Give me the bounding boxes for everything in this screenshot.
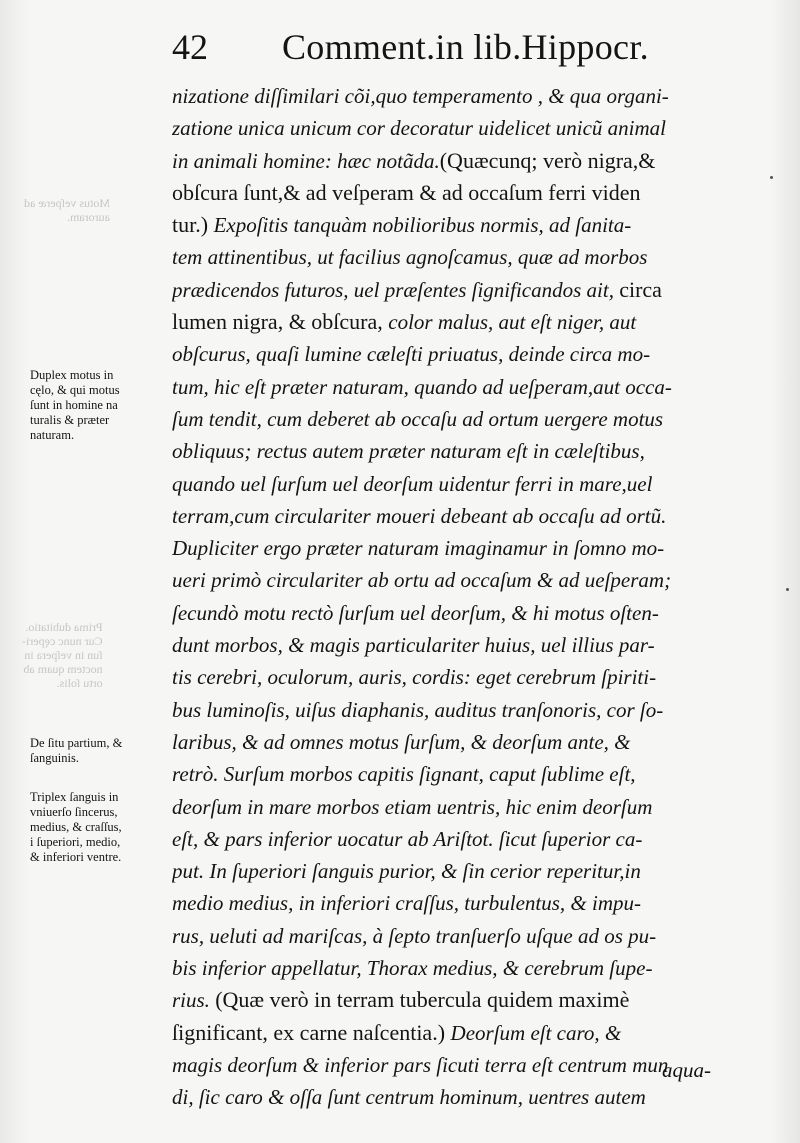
- text-line: [172, 80, 752, 112]
- text-line: [172, 823, 752, 855]
- text-line: [172, 726, 752, 758]
- italic-segment: prædicendos futuros, uel præſentes ſignificandos ait,: [172, 277, 620, 302]
- text-line: [172, 177, 752, 209]
- italic-segment: zatione unica unicum cor decoratur uidelicet unicũ animal: [172, 116, 666, 141]
- text-line: [172, 791, 752, 823]
- ink-speck: [770, 176, 773, 179]
- margin-note-line: cęlo, & qui motus: [30, 383, 120, 397]
- margin-note-line: naturam.: [30, 428, 75, 442]
- text-line: [172, 661, 752, 693]
- italic-segment: tum, hic eſt præter naturam, quando ad ueſperam,aut occa-: [172, 374, 672, 399]
- italic-segment: nizatione diſſimilari cõi,quo temperamento , & qua organi-: [172, 84, 669, 108]
- text-line: [172, 629, 752, 661]
- italic-segment: in animali homine: hæc notãda.: [172, 148, 440, 173]
- italic-segment: laribus, & ad omnes motus ſurſum, & deorſum ante, &: [172, 729, 631, 754]
- margin-note: [30, 368, 172, 443]
- margin-note-line: i ſuperiori, medio,: [30, 835, 121, 849]
- margin-note-line: ſanguinis.: [30, 751, 79, 765]
- text-line: [172, 209, 752, 241]
- text-line: [172, 855, 752, 887]
- margin-note-line: vniuerſo ſincerus,: [30, 805, 118, 819]
- text-line: [172, 338, 752, 370]
- text-line: [172, 468, 752, 500]
- roman-segment: (Quæcunq; verò nigra,&: [439, 147, 656, 173]
- text-line: [172, 1017, 752, 1049]
- text-line: [172, 564, 752, 596]
- text-line: [172, 1081, 752, 1113]
- text-line: [172, 887, 752, 919]
- text-line: [172, 500, 752, 532]
- text-line: [172, 241, 752, 273]
- bleed-through-note: Prima dubitatio. Cur nunc cęperi- ſun in veſpera in noctem quam ab ortu ſolis.: [22, 620, 103, 690]
- italic-segment: rus, ueluti ad mariſcas, à ſepto tranſuerſo uſque ad os pu-: [172, 923, 657, 948]
- ink-speck: [786, 588, 789, 591]
- italic-segment: ſecundò motu rectò ſurſum uel deorſum, & hi motus oſten-: [172, 600, 659, 625]
- text-line: [172, 758, 752, 790]
- text-line: [172, 984, 752, 1016]
- italic-segment: obliquus; rectus autem præter naturam eſt in cæleſtibus,: [172, 439, 645, 464]
- text-line: [172, 306, 752, 338]
- italic-segment: deorſum in mare morbos etiam uentris, hic enim deorſum: [172, 794, 653, 819]
- roman-segment: tur.): [172, 212, 214, 238]
- margin-note-line: De ſitu partium, &: [30, 736, 123, 750]
- text-line: [172, 597, 752, 629]
- catchword: aqua-: [662, 1058, 711, 1082]
- text-line: [172, 532, 752, 564]
- margin-note-line: Duplex motus in: [30, 368, 114, 382]
- italic-segment: tem attinentibus, ut facilius agnoſcamus, quæ ad morbos: [172, 245, 648, 270]
- running-head: [172, 26, 772, 76]
- italic-segment: quando uel ſurſum uel deorſum uidentur ferri in mare,uel: [172, 471, 653, 496]
- italic-segment: magis deorſum & inferior pars ſicuti terra eſt centrum mun: [172, 1052, 669, 1077]
- italic-segment: rius.: [172, 988, 216, 1013]
- text-line: [172, 920, 752, 952]
- text-line: [172, 435, 752, 467]
- roman-segment: (Quæ verò in terram tubercula quidem maximè: [215, 987, 630, 1013]
- italic-segment: ueri primò circulariter ab ortu ad occaſum & ad ueſperam;: [172, 568, 672, 593]
- italic-segment: Dupliciter ergo præter naturam imaginamur in ſomno mo-: [172, 536, 665, 561]
- italic-segment: color malus, aut eſt niger, aut: [388, 310, 637, 335]
- italic-segment: bis inferior appellatur, Thorax medius, & cerebrum ſupe-: [172, 956, 653, 981]
- text-line: [172, 274, 752, 306]
- italic-segment: bus luminoſis, uiſus diaphanis, auditus tranſonoris, cor ſo-: [172, 697, 664, 722]
- text-line: [172, 112, 752, 144]
- bleed-through-note: Motus veſperæ ad auroram.: [24, 196, 110, 224]
- margin-note-line: ſunt in homine na: [30, 398, 118, 412]
- roman-segment: circa: [619, 276, 662, 302]
- running-title: Comment.in lib.Hippocr.: [282, 27, 649, 67]
- roman-segment: ſignificant, ex carne naſcentia.): [172, 1019, 451, 1045]
- margin-note-line: medius, & craſſus,: [30, 820, 122, 834]
- text-line: [172, 145, 752, 177]
- text-line: [172, 371, 752, 403]
- margin-note: [30, 790, 172, 865]
- margin-note-line: turalis & præter: [30, 413, 110, 427]
- italic-segment: terram,cum circulariter moueri debeant ab occaſu ad ortũ.: [172, 503, 667, 528]
- margin-note-line: Triplex ſanguis in: [30, 790, 119, 804]
- roman-segment: obſcura ſunt,& ad veſperam & ad occaſum ferri viden: [172, 179, 641, 205]
- italic-segment: retrò. Surſum morbos capitis ſignant, caput ſublime eſt,: [172, 762, 636, 787]
- roman-segment: lumen nigra, & obſcura,: [172, 309, 389, 335]
- italic-segment: Deorſum eſt caro, &: [450, 1020, 622, 1045]
- main-text-block: [172, 80, 752, 1114]
- italic-segment: tis cerebri, oculorum, auris, cordis: eget cerebrum ſpiriti-: [172, 665, 657, 690]
- italic-segment: Expoſitis tanquàm nobilioribus normis, ad ſanita-: [213, 213, 632, 238]
- margin-note-line: & inferiori ventre.: [30, 850, 122, 864]
- italic-segment: medio medius, in inferiori craſſus, turbulentus, & impu-: [172, 891, 641, 916]
- italic-segment: ſum tendit, cum deberet ab occaſu ad ortum uergere motus: [172, 406, 664, 431]
- italic-segment: eſt, & pars inferior uocatur ab Ariſtot. ſicut ſuperior ca-: [172, 826, 643, 851]
- page-number: 42: [172, 27, 208, 67]
- italic-segment: dunt morbos, & magis particulariter huius, uel illius par-: [172, 633, 655, 658]
- italic-segment: put. In ſuperiori ſanguis purior, & ſin cerior reperitur,in: [172, 859, 641, 884]
- margin-note: [30, 736, 172, 766]
- italic-segment: di, ſic caro & oſſa ſunt centrum hominum, uentres autem: [172, 1085, 646, 1110]
- text-line: [172, 694, 752, 726]
- text-line: [172, 403, 752, 435]
- italic-segment: obſcurus, quaſi lumine cæleſti priuatus, deinde circa mo-: [172, 342, 651, 367]
- text-line: [172, 952, 752, 984]
